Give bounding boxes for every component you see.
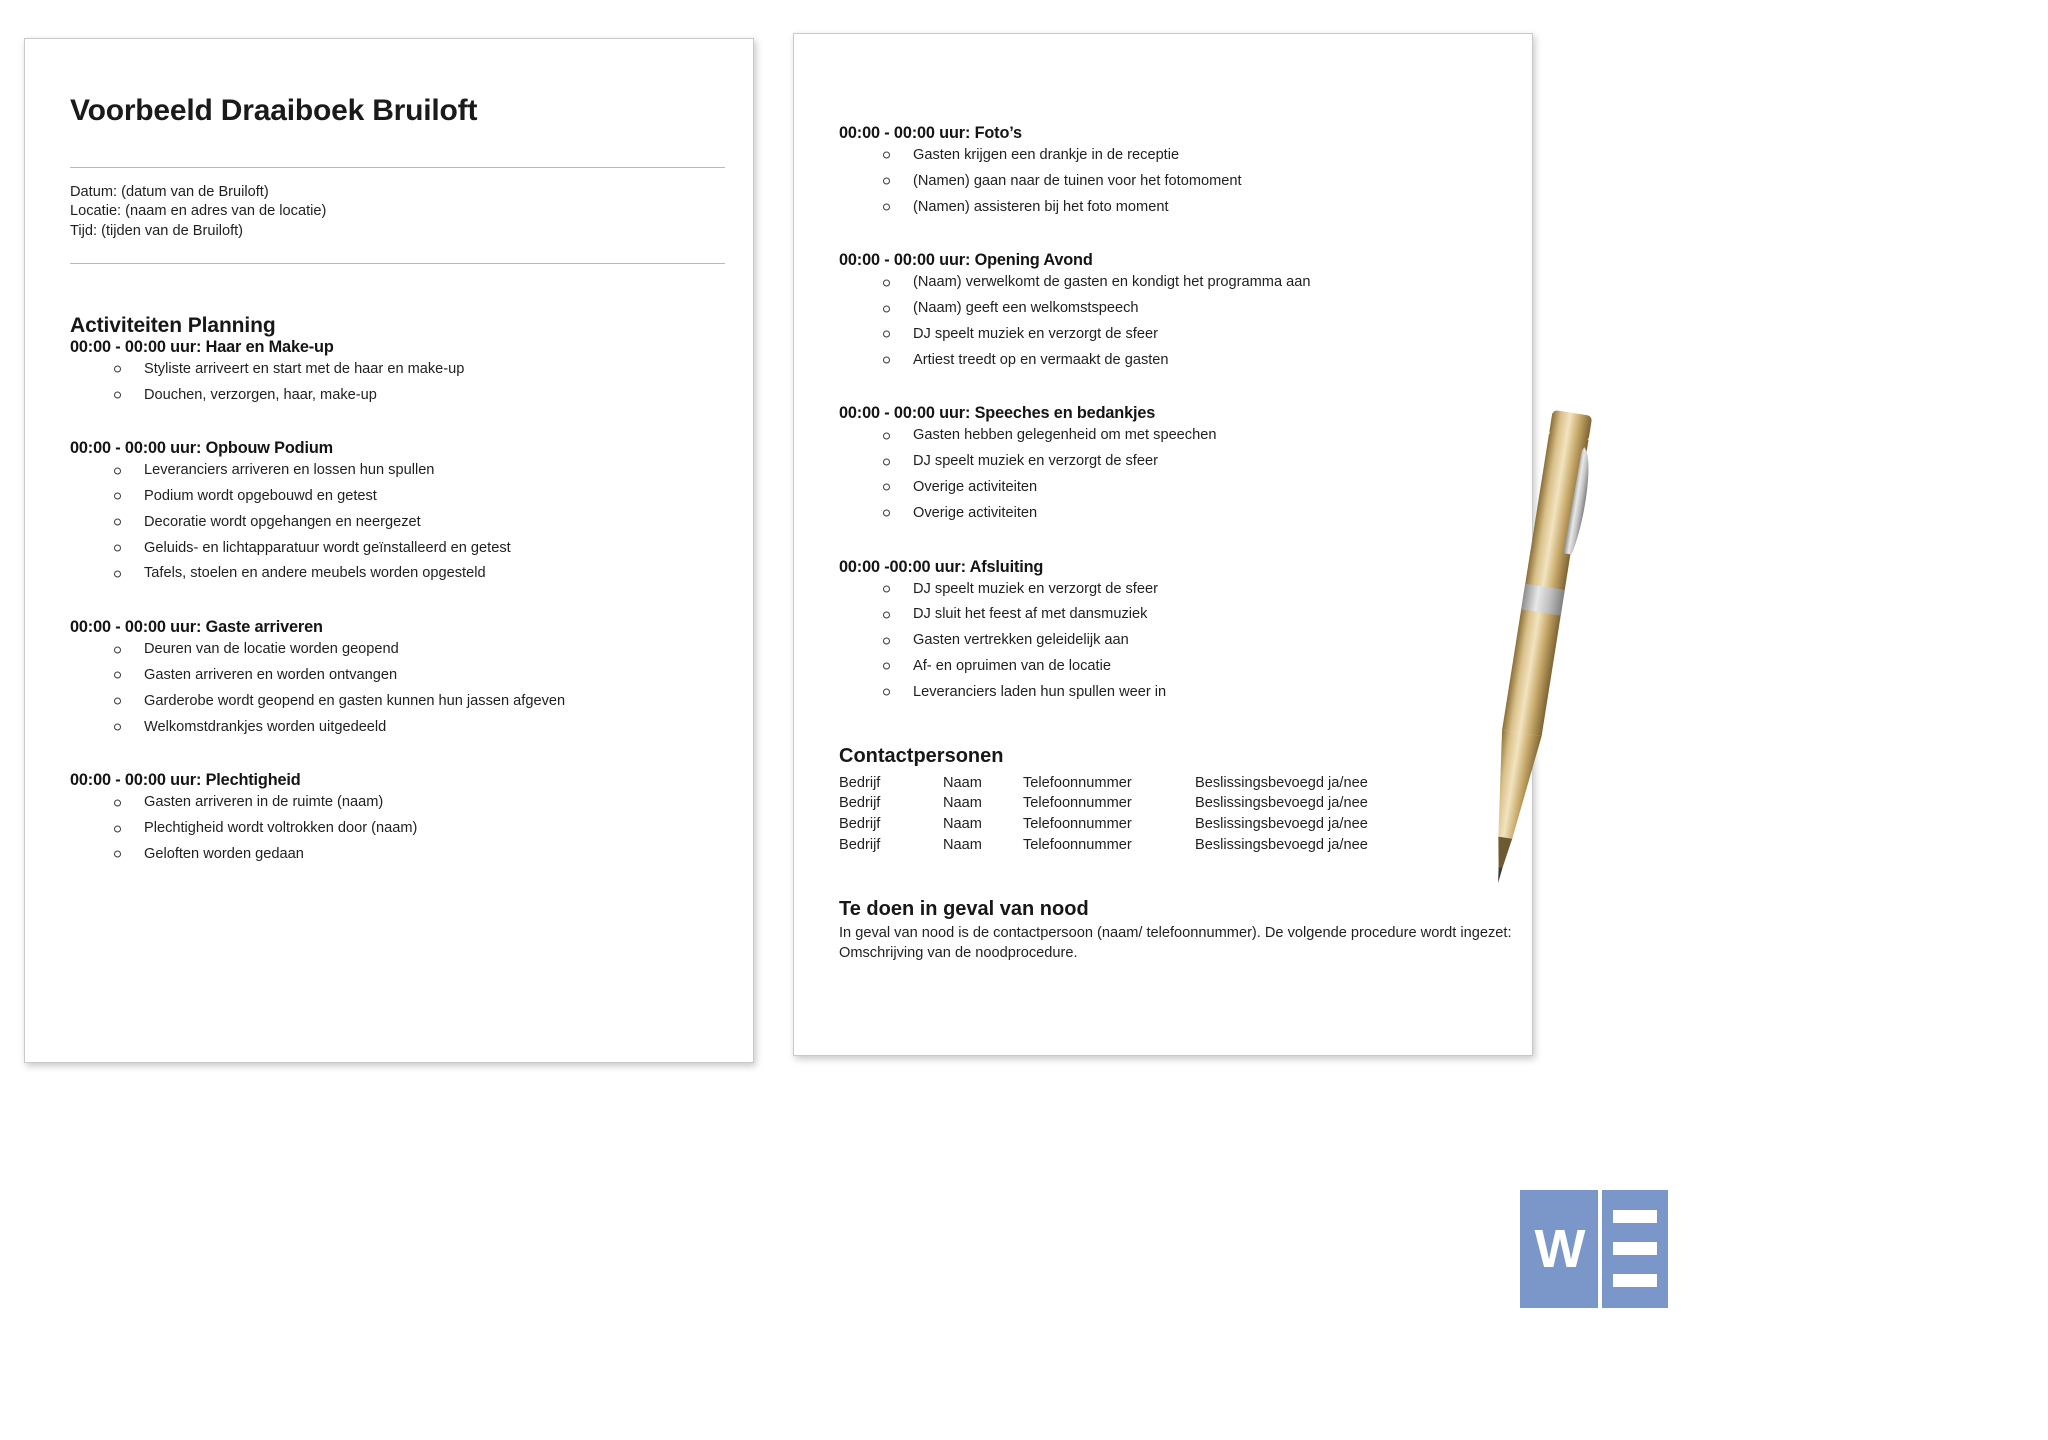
activity-block bbox=[839, 404, 1504, 521]
activity-bullet-text: Leveranciers laden hun spullen weer in bbox=[913, 683, 1167, 700]
circle-bullet-icon bbox=[883, 331, 890, 338]
circle-bullet-icon bbox=[883, 178, 890, 185]
word-logo-lines bbox=[1602, 1190, 1668, 1308]
circle-bullet-icon bbox=[114, 799, 121, 806]
circle-bullet-icon bbox=[883, 305, 890, 312]
activity-bullet-item bbox=[114, 719, 725, 736]
table-cell: Beslissingsbevoegd ja/nee bbox=[1195, 836, 1368, 853]
table-row bbox=[839, 794, 1368, 815]
page-title: Voorbeeld Draaiboek Bruiloft bbox=[70, 94, 478, 127]
activity-bullet-list bbox=[70, 361, 725, 404]
table-cell: Bedrijf bbox=[839, 774, 881, 791]
section-heading-noodgeval: Te doen in geval van nood bbox=[839, 898, 1089, 921]
page-1-blocks bbox=[70, 338, 725, 863]
activity-bullet-item bbox=[114, 794, 725, 811]
circle-bullet-icon bbox=[883, 689, 890, 696]
activity-block bbox=[70, 439, 725, 582]
circle-bullet-icon bbox=[883, 585, 890, 592]
activity-bullet-item bbox=[883, 606, 1504, 623]
activity-bullet-text: Overige activiteiten bbox=[913, 504, 1038, 521]
activity-bullet-text: Gasten arriveren in de ruimte (naam) bbox=[144, 794, 384, 811]
activity-bullet-item bbox=[883, 581, 1504, 598]
table-cell: Telefoonnummer bbox=[1023, 815, 1132, 832]
activity-bullet-item bbox=[883, 274, 1504, 291]
activity-bullet-text: Douchen, verzorgen, haar, make-up bbox=[144, 386, 377, 403]
activity-bullet-item bbox=[114, 641, 725, 658]
circle-bullet-icon bbox=[883, 611, 890, 618]
circle-bullet-icon bbox=[883, 484, 890, 491]
circle-bullet-icon bbox=[883, 203, 890, 210]
word-logo-line-1 bbox=[1613, 1210, 1657, 1223]
activity-bullet-list bbox=[839, 147, 1504, 215]
table-cell: Beslissingsbevoegd ja/nee bbox=[1195, 774, 1368, 791]
activity-bullet-text: Af- en opruimen van de locatie bbox=[913, 657, 1111, 674]
circle-bullet-icon bbox=[883, 663, 890, 670]
circle-bullet-icon bbox=[114, 672, 121, 679]
circle-bullet-icon bbox=[114, 723, 121, 730]
activity-bullet-list bbox=[70, 794, 725, 862]
activity-block bbox=[70, 338, 725, 404]
word-logo-line-2 bbox=[1613, 1242, 1657, 1255]
activity-bullet-list bbox=[839, 427, 1504, 521]
activity-bullet-item bbox=[883, 427, 1504, 444]
activity-bullet-item bbox=[883, 199, 1504, 216]
activity-bullet-item bbox=[114, 846, 725, 863]
activity-bullet-text: DJ speelt muziek en verzorgt de sfeer bbox=[913, 580, 1158, 597]
activity-bullet-text: Podium wordt opgebouwd en getest bbox=[144, 488, 377, 505]
emergency-line-1: In geval van nood is de contactpersoon (naam/ telefoonnummer). De volgende procedure wordt ingezet: bbox=[839, 925, 1512, 942]
activity-bullet-item bbox=[114, 820, 725, 837]
activity-bullet-item bbox=[114, 462, 725, 479]
activity-bullet-item bbox=[114, 693, 725, 710]
activity-bullet-text: Gasten vertrekken geleidelijk aan bbox=[913, 632, 1129, 649]
table-row bbox=[839, 774, 1368, 795]
activity-bullet-text: DJ speelt muziek en verzorgt de sfeer bbox=[913, 453, 1158, 470]
activity-bullet-text: Deuren van de locatie worden geopend bbox=[144, 641, 399, 658]
activity-bullet-text: Gasten arriveren en worden ontvangen bbox=[144, 667, 398, 683]
activity-block-heading: 00:00 - 00:00 uur: Plechtigheid bbox=[70, 771, 301, 790]
table-cell: Beslissingsbevoegd ja/nee bbox=[1195, 815, 1368, 832]
word-logo-letter: W bbox=[1520, 1190, 1598, 1308]
activity-bullet-item bbox=[883, 453, 1504, 470]
activity-bullet-item bbox=[883, 147, 1504, 164]
circle-bullet-icon bbox=[114, 825, 121, 832]
activity-bullet-text: Gasten krijgen een drankje in de receptie bbox=[913, 147, 1180, 163]
circle-bullet-icon bbox=[114, 519, 121, 526]
activity-block bbox=[839, 124, 1504, 215]
activity-block-heading: 00:00 -00:00 uur: Afsluiting bbox=[839, 557, 1044, 576]
activity-bullet-text: Overige activiteiten bbox=[913, 479, 1038, 496]
activity-bullet-item bbox=[883, 173, 1504, 190]
activity-bullet-item bbox=[114, 488, 725, 505]
activity-bullet-text: Geloften worden gedaan bbox=[144, 845, 304, 862]
table-cell: Naam bbox=[943, 774, 982, 791]
circle-bullet-icon bbox=[114, 570, 121, 577]
document-page-2 bbox=[793, 33, 1533, 1056]
circle-bullet-icon bbox=[114, 545, 121, 552]
activity-bullet-text: Plechtigheid wordt voltrokken door (naam) bbox=[144, 820, 418, 837]
activity-bullet-text: (Naam) verwelkomt de gasten en kondigt het programma aan bbox=[913, 274, 1311, 291]
contacts-table-body bbox=[839, 774, 1368, 857]
activity-block bbox=[70, 771, 725, 862]
activity-bullet-item bbox=[883, 658, 1504, 675]
activity-bullet-item bbox=[883, 479, 1504, 496]
circle-bullet-icon bbox=[114, 646, 121, 653]
section-heading-planning: Activiteiten Planning bbox=[70, 313, 276, 337]
activity-bullet-item bbox=[883, 632, 1504, 649]
activity-bullet-text: (Namen) assisteren bij het foto moment bbox=[913, 198, 1169, 215]
activity-bullet-list bbox=[839, 581, 1504, 701]
word-logo-line-3 bbox=[1613, 1274, 1657, 1287]
activity-bullet-text: (Namen) gaan naar de tuinen voor het fotomoment bbox=[913, 172, 1242, 189]
page-2-blocks bbox=[839, 124, 1504, 701]
circle-bullet-icon bbox=[883, 637, 890, 644]
activity-bullet-text: Geluids- en lichtapparatuur wordt geïnstalleerd en getest bbox=[144, 539, 511, 556]
table-cell: Naam bbox=[943, 815, 982, 832]
activity-bullet-item bbox=[114, 361, 725, 378]
word-logo bbox=[1520, 1190, 1668, 1308]
table-row bbox=[839, 815, 1368, 836]
table-cell: Telefoonnummer bbox=[1023, 774, 1132, 791]
activity-bullet-item bbox=[883, 352, 1504, 369]
table-cell: Telefoonnummer bbox=[1023, 836, 1132, 853]
activity-block bbox=[70, 618, 725, 735]
activity-block-heading: 00:00 - 00:00 uur: Speeches en bedankjes bbox=[839, 404, 1156, 423]
activity-bullet-text: Garderobe wordt geopend en gasten kunnen hun jassen afgeven bbox=[144, 692, 566, 709]
table-cell: Bedrijf bbox=[839, 815, 881, 832]
meta-locatie: Locatie: (naam en adres van de locatie) bbox=[70, 203, 327, 220]
circle-bullet-icon bbox=[114, 366, 121, 373]
activity-bullet-item bbox=[114, 565, 725, 582]
activity-bullet-text: Gasten hebben gelegenheid om met speechen bbox=[913, 427, 1217, 444]
activity-bullet-text: Leveranciers arriveren en lossen hun spullen bbox=[144, 462, 435, 479]
activity-bullet-list bbox=[70, 641, 725, 735]
table-cell: Telefoonnummer bbox=[1023, 795, 1132, 812]
activity-bullet-text: Welkomstdrankjes worden uitgedeeld bbox=[144, 718, 387, 735]
activity-bullet-text: Artiest treedt op en vermaakt de gasten bbox=[913, 351, 1169, 368]
table-cell: Bedrijf bbox=[839, 795, 881, 812]
circle-bullet-icon bbox=[114, 698, 121, 705]
activity-bullet-text: Decoratie wordt opgehangen en neergezet bbox=[144, 513, 421, 530]
activity-block-heading: 00:00 - 00:00 uur: Haar en Make-up bbox=[70, 337, 334, 356]
circle-bullet-icon bbox=[114, 467, 121, 474]
activity-block-heading: 00:00 - 00:00 uur: Foto’s bbox=[839, 124, 1022, 142]
activity-bullet-item bbox=[883, 684, 1504, 701]
activity-bullet-item bbox=[114, 387, 725, 404]
title-divider bbox=[70, 167, 725, 168]
meta-divider bbox=[70, 263, 725, 264]
activity-block-heading: 00:00 - 00:00 uur: Gaste arriveren bbox=[70, 618, 323, 637]
table-row bbox=[839, 836, 1368, 857]
activity-bullet-text: (Naam) geeft een welkomstspeech bbox=[913, 300, 1139, 317]
activity-bullet-text: Styliste arriveert en start met de haar en make-up bbox=[144, 360, 465, 377]
activity-block-heading: 00:00 - 00:00 uur: Opening Avond bbox=[839, 251, 1093, 270]
circle-bullet-icon bbox=[883, 432, 890, 439]
activity-bullet-list bbox=[839, 274, 1504, 368]
activity-bullet-list bbox=[70, 462, 725, 582]
meta-datum: Datum: (datum van de Bruiloft) bbox=[70, 184, 269, 200]
activity-bullet-text: DJ speelt muziek en verzorgt de sfeer bbox=[913, 325, 1158, 342]
activity-block bbox=[839, 558, 1504, 701]
page-2-content bbox=[839, 124, 1512, 963]
activity-bullet-text: Tafels, stoelen en andere meubels worden opgesteld bbox=[144, 565, 486, 582]
circle-bullet-icon bbox=[883, 458, 890, 465]
activity-bullet-text: DJ sluit het feest af met dansmuziek bbox=[913, 606, 1148, 623]
activity-bullet-item bbox=[114, 514, 725, 531]
document-meta bbox=[70, 183, 725, 241]
circle-bullet-icon bbox=[883, 152, 890, 159]
circle-bullet-icon bbox=[883, 357, 890, 364]
circle-bullet-icon bbox=[114, 493, 121, 500]
circle-bullet-icon bbox=[883, 279, 890, 286]
emergency-paragraph bbox=[839, 924, 1512, 963]
circle-bullet-icon bbox=[114, 851, 121, 858]
circle-bullet-icon bbox=[883, 510, 890, 517]
page-1-content bbox=[70, 94, 725, 863]
activity-bullet-item bbox=[883, 505, 1504, 522]
activity-bullet-item bbox=[114, 540, 725, 557]
activity-block bbox=[839, 251, 1504, 368]
emergency-line-2: Omschrijving van de noodprocedure. bbox=[839, 944, 1078, 961]
activity-bullet-item bbox=[114, 667, 725, 684]
section-heading-contactpersonen: Contactpersonen bbox=[839, 744, 1004, 767]
contacts-table bbox=[839, 774, 1368, 857]
meta-tijd: Tijd: (tijden van de Bruiloft) bbox=[70, 222, 244, 239]
table-cell: Beslissingsbevoegd ja/nee bbox=[1195, 795, 1368, 812]
table-cell: Bedrijf bbox=[839, 836, 881, 853]
document-page-1 bbox=[24, 38, 754, 1063]
table-cell: Naam bbox=[943, 795, 982, 812]
activity-block-heading: 00:00 - 00:00 uur: Opbouw Podium bbox=[70, 439, 333, 458]
table-cell: Naam bbox=[943, 836, 982, 853]
circle-bullet-icon bbox=[114, 391, 121, 398]
activity-bullet-item bbox=[883, 300, 1504, 317]
activity-bullet-item bbox=[883, 326, 1504, 343]
